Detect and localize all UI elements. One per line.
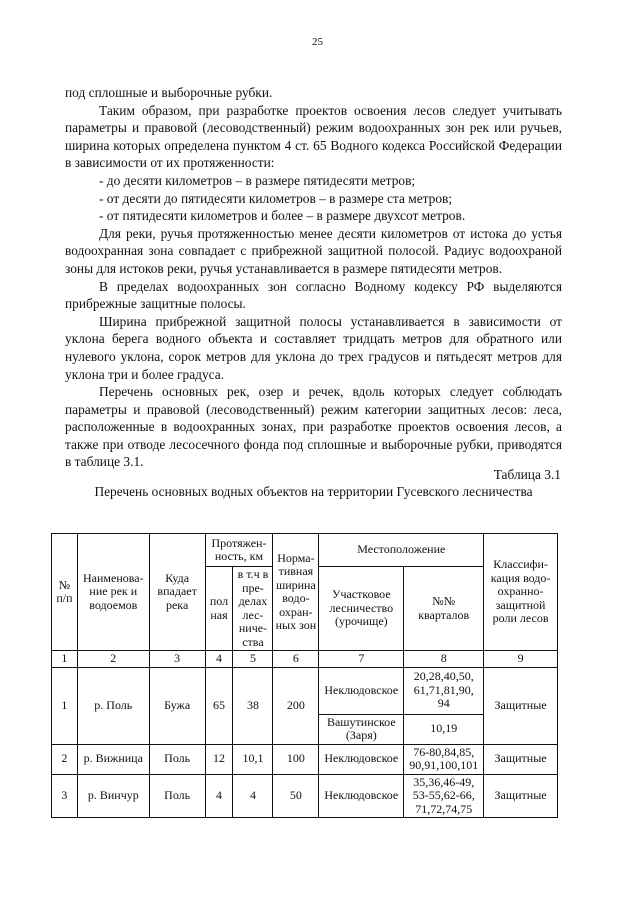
cell-width: 200 <box>273 667 319 744</box>
cell-name: р. Поль <box>77 667 149 744</box>
cell-quarters: 20,28,40,50, 61,71,81,90, 94 <box>404 667 484 714</box>
paragraph: Перечень основных рек, озер и речек, вдоль которых следует соблюдать параметры и правовой (лесоводственный) режим категории защитных лесов: леса, расположенные в водоохранных зонах, при разработке проектов освоения лесов, а также при отводе лесосечного фонда под сплошные и выборочные рубки, приводятся в таблице 3.1. <box>65 384 562 470</box>
list-item: - до десяти километров – в размере пятидесяти метров; <box>99 172 416 188</box>
cell-in-forest: 38 <box>233 667 273 744</box>
header-flows: Куда впадает река <box>149 534 205 651</box>
cell-total: 65 <box>205 667 233 744</box>
header-total: пол ная <box>205 567 233 651</box>
header-district: Участковое лесничество (урочище) <box>319 567 404 651</box>
cell-district: Неклюдовское <box>319 667 404 714</box>
col-number: 3 <box>149 651 205 668</box>
list-item: - от десяти до пятидесяти километров – в размере ста метров; <box>99 190 453 206</box>
col-number: 4 <box>205 651 233 668</box>
col-number: 2 <box>77 651 149 668</box>
cell-quarters: 76-80,84,85, 90,91,100,101 <box>404 744 484 774</box>
cell-width: 50 <box>273 774 319 818</box>
paragraph: Для реки, ручья протяженностью менее десяти километров от истока до устья водоохранная зона совпадает с прибрежной защитной полосой. Радиус водоохраной зоны для истоков реки, ручья устанавливается в размере пятидесяти метров. <box>65 225 562 276</box>
table-title: Перечень основных водных объектов на территории Гусевского лесничества <box>94 484 533 499</box>
table-caption: Таблица 3.1 <box>493 467 561 482</box>
cell-district: Неклюдовское <box>319 744 404 774</box>
paragraph: под сплошные и выборочные рубки. <box>65 85 273 100</box>
table-row <box>52 744 558 774</box>
cell-no: 2 <box>52 744 78 774</box>
col-number: 5 <box>233 651 273 668</box>
header-in-forest: в т.ч в пре-делах лес-ниче-ства <box>233 567 273 651</box>
col-number: 1 <box>52 651 78 668</box>
col-number: 7 <box>319 651 404 668</box>
cell-district: Неклюдовское <box>319 774 404 818</box>
header-width: Норма-тивная ширина водо-охран-ных зон <box>273 534 319 651</box>
cell-in-forest: 10,1 <box>233 744 273 774</box>
col-number: 8 <box>404 651 484 668</box>
cell-quarters: 10,19 <box>404 714 484 744</box>
col-number: 6 <box>273 651 319 668</box>
cell-total: 12 <box>205 744 233 774</box>
cell-no: 3 <box>52 774 78 818</box>
cell-no: 1 <box>52 667 78 744</box>
cell-class: Защитные <box>484 744 558 774</box>
cell-district: Вашутинское (Заря) <box>319 714 404 744</box>
table-row <box>52 667 558 714</box>
paragraph: Таким образом, при разработке проектов освоения лесов следует учитывать параметры и правовой (лесоводственный) режим водоохранных зон рек или ручьев, ширина которых определена пунктом 4 ст. 65 Водного кодекса Российской Федерации в зависимости от их протяженности: <box>65 102 562 171</box>
header-class: Классифи-кация водо-охранно-защитной роли лесов <box>484 534 558 651</box>
cell-flows: Бужа <box>149 667 205 744</box>
table-row <box>52 774 558 818</box>
cell-name: р. Винчур <box>77 774 149 818</box>
column-numbers-row <box>52 651 558 668</box>
cell-flows: Поль <box>149 774 205 818</box>
paragraph: Ширина прибрежной защитной полосы устанавливается в зависимости от уклона берега водного объекта и составляет тридцать метров для обратного или нулевого уклона, сорок метров для уклона до трех градусов и пятьдесят метров для уклона три и более градуса. <box>65 313 562 382</box>
cell-class: Защитные <box>484 667 558 744</box>
header-quarters: №№ кварталов <box>404 567 484 651</box>
cell-quarters: 35,36,46-49, 53-55,62-66, 71,72,74,75 <box>404 774 484 818</box>
cell-in-forest: 4 <box>233 774 273 818</box>
body-text <box>65 84 562 471</box>
header-length: Протяжен-ность, км <box>205 534 273 567</box>
cell-name: р. Вижница <box>77 744 149 774</box>
paragraph: В пределах водоохранных зон согласно Водному кодексу РФ выделяются прибрежные защитные полосы. <box>65 278 562 312</box>
page-number: 25 <box>312 36 323 48</box>
header-location: Местоположение <box>319 534 484 567</box>
cell-total: 4 <box>205 774 233 818</box>
header-name: Наименова-ние рек и водоемов <box>77 534 149 651</box>
cell-width: 100 <box>273 744 319 774</box>
header-no: № п/п <box>52 534 78 651</box>
cell-class: Защитные <box>484 774 558 818</box>
cell-flows: Поль <box>149 744 205 774</box>
list-item: - от пятидесяти километров и более – в размере двухсот метров. <box>99 208 466 224</box>
col-number: 9 <box>484 651 558 668</box>
water-objects-table <box>51 533 558 818</box>
